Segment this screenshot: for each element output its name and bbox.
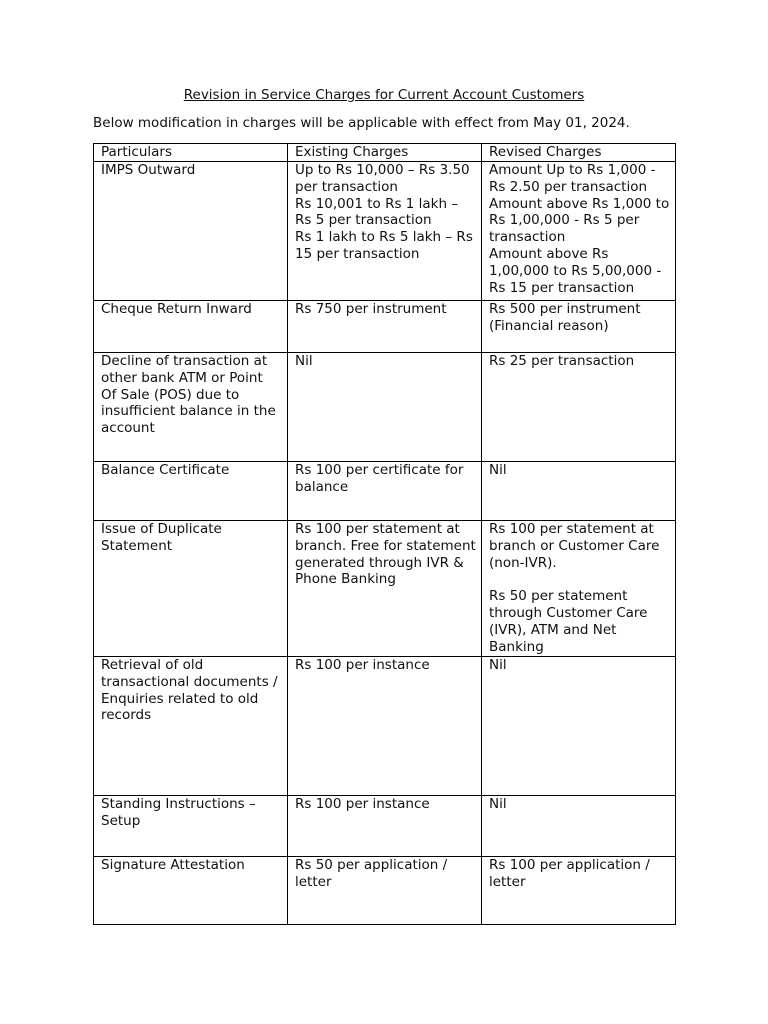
cell-existing-charges: Rs 100 per instance [288,657,482,796]
cell-revised-charges: Rs 25 per transaction [482,353,676,462]
cell-revised-charges: Amount Up to Rs 1,000 - Rs 2.50 per transaction Amount above Rs 1,000 to Rs 1,00,000 - Rs 5 per transaction Amount above Rs 1,00,000 to Rs 5,00,000 - Rs 15 per transaction [482,162,676,301]
table-row [94,353,676,462]
table-row [94,462,676,521]
table-row [94,796,676,857]
cell-existing-charges: Rs 100 per instance [288,796,482,857]
table-header-row [94,144,676,162]
cell-existing-charges: Nil [288,353,482,462]
cell-existing-charges: Rs 50 per application / letter [288,857,482,925]
cell-particulars: Signature Attestation [94,857,288,925]
table-row [94,657,676,796]
cell-existing-charges: Rs 750 per instrument [288,301,482,353]
intro-paragraph: Below modification in charges will be applicable with effect from May 01, 2024. [93,115,630,131]
cell-particulars: Decline of transaction at other bank ATM or Point Of Sale (POS) due to insufficient balance in the account [94,353,288,462]
table-row [94,162,676,301]
cell-revised-charges: Rs 100 per application / letter [482,857,676,925]
header-revised-charges: Revised Charges [482,144,676,162]
document-title: Revision in Service Charges for Current Account Customers [183,87,585,103]
table-row [94,301,676,353]
cell-revised-charges: Rs 500 per instrument (Financial reason) [482,301,676,353]
cell-particulars: Retrieval of old transactional documents / Enquiries related to old records [94,657,288,796]
cell-particulars: Balance Certificate [94,462,288,521]
cell-existing-charges: Up to Rs 10,000 – Rs 3.50 per transaction Rs 10,001 to Rs 1 lakh – Rs 5 per transaction Rs 1 lakh to Rs 5 lakh – Rs 15 per transaction [288,162,482,301]
table-row [94,521,676,657]
cell-existing-charges: Rs 100 per statement at branch. Free for statement generated through IVR & Phone Banking [288,521,482,657]
cell-existing-charges: Rs 100 per certificate for balance [288,462,482,521]
cell-particulars: Issue of Duplicate Statement [94,521,288,657]
cell-particulars: Standing Instructions – Setup [94,796,288,857]
cell-particulars: IMPS Outward [94,162,288,301]
header-particulars: Particulars [94,144,288,162]
table-row [94,857,676,925]
cell-revised-charges: Nil [482,462,676,521]
cell-revised-charges: Nil [482,796,676,857]
charges-table [93,143,676,925]
cell-particulars: Cheque Return Inward [94,301,288,353]
cell-revised-charges: Nil [482,657,676,796]
header-existing-charges: Existing Charges [288,144,482,162]
cell-revised-charges: Rs 100 per statement at branch or Customer Care (non-IVR). Rs 50 per statement through Customer Care (IVR), ATM and Net Banking [482,521,676,657]
